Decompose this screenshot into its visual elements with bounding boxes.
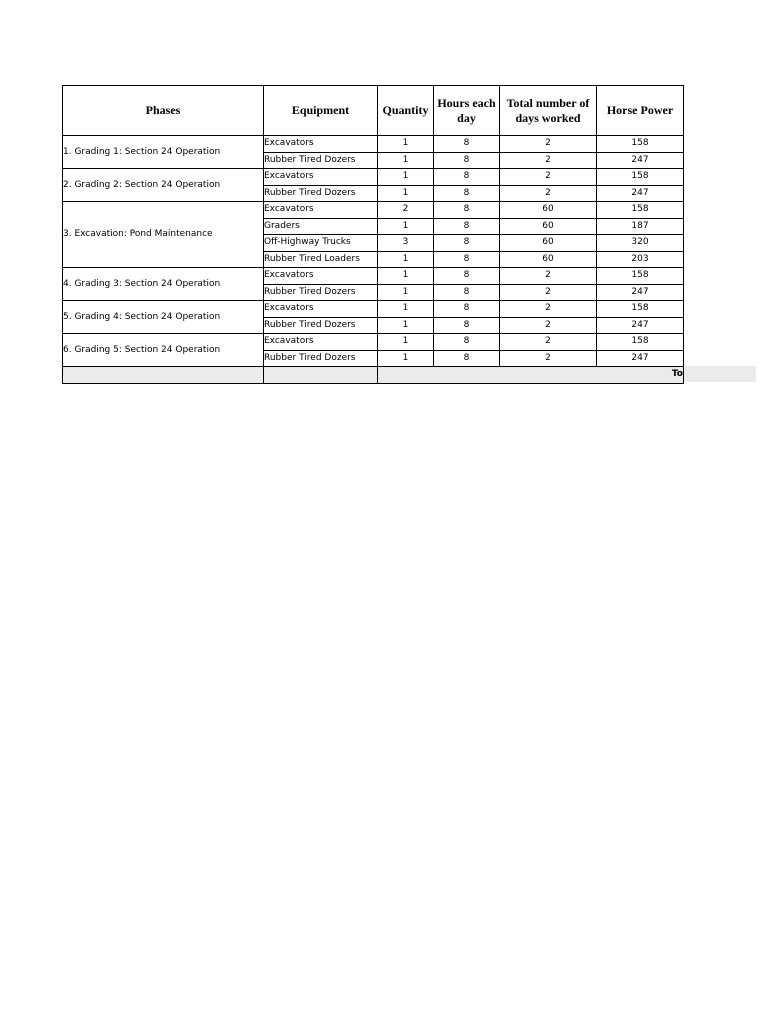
horse-power-cell: 247 bbox=[597, 152, 684, 169]
phase-name: 3. Excavation: Pond Maintenance bbox=[63, 202, 264, 268]
hours-cell: 8 bbox=[434, 169, 500, 186]
hours-cell: 8 bbox=[434, 218, 500, 235]
quantity-cell: 1 bbox=[378, 268, 434, 285]
quantity-cell: 2 bbox=[378, 202, 434, 219]
horse-power-cell: 320 bbox=[597, 235, 684, 252]
hours-cell: 8 bbox=[434, 284, 500, 301]
days-cell: 60 bbox=[500, 218, 597, 235]
hours-cell: 8 bbox=[434, 268, 500, 285]
table-row bbox=[63, 301, 684, 318]
days-cell: 2 bbox=[500, 136, 597, 153]
quantity-cell: 1 bbox=[378, 169, 434, 186]
quantity-cell: 1 bbox=[378, 350, 434, 367]
horse-power-cell: 158 bbox=[597, 268, 684, 285]
phase-name: 2. Grading 2: Section 24 Operation bbox=[63, 169, 264, 202]
total-row-extension bbox=[684, 366, 756, 382]
horse-power-cell: 158 bbox=[597, 136, 684, 153]
equipment-cell: Off-Highway Trucks bbox=[264, 235, 378, 252]
horse-power-cell: 247 bbox=[597, 317, 684, 334]
header-equipment: Equipment bbox=[264, 86, 378, 136]
equipment-cell: Excavators bbox=[264, 301, 378, 318]
phase-name: 4. Grading 3: Section 24 Operation bbox=[63, 268, 264, 301]
equipment-cell: Excavators bbox=[264, 169, 378, 186]
days-cell: 2 bbox=[500, 301, 597, 318]
equipment-cell: Rubber Tired Loaders bbox=[264, 251, 378, 268]
quantity-cell: 3 bbox=[378, 235, 434, 252]
quantity-cell: 1 bbox=[378, 284, 434, 301]
total-cell bbox=[378, 367, 684, 384]
phase-name: 1. Grading 1: Section 24 Operation bbox=[63, 136, 264, 169]
table-row bbox=[63, 169, 684, 186]
quantity-cell: 1 bbox=[378, 317, 434, 334]
days-cell: 60 bbox=[500, 251, 597, 268]
quantity-cell: 1 bbox=[378, 218, 434, 235]
table-body bbox=[63, 136, 684, 384]
days-cell: 2 bbox=[500, 317, 597, 334]
horse-power-cell: 247 bbox=[597, 350, 684, 367]
days-cell: 2 bbox=[500, 334, 597, 351]
hours-cell: 8 bbox=[434, 301, 500, 318]
equipment-cell: Rubber Tired Dozers bbox=[264, 317, 378, 334]
quantity-cell: 1 bbox=[378, 334, 434, 351]
days-cell: 2 bbox=[500, 268, 597, 285]
equipment-cell: Excavators bbox=[264, 136, 378, 153]
days-cell: 60 bbox=[500, 235, 597, 252]
total-label: To bbox=[671, 369, 683, 379]
table-row bbox=[63, 268, 684, 285]
header-total-days-worked: Total number of days worked bbox=[500, 86, 597, 136]
days-cell: 2 bbox=[500, 169, 597, 186]
hours-cell: 8 bbox=[434, 202, 500, 219]
sheet-overflow-mask bbox=[684, 85, 768, 366]
horse-power-cell: 158 bbox=[597, 301, 684, 318]
equipment-cell: Rubber Tired Dozers bbox=[264, 284, 378, 301]
table-row bbox=[63, 334, 684, 351]
total-blank-equipment bbox=[264, 367, 378, 384]
days-cell: 2 bbox=[500, 284, 597, 301]
horse-power-cell: 158 bbox=[597, 169, 684, 186]
days-cell: 2 bbox=[500, 350, 597, 367]
phase-name: 5. Grading 4: Section 24 Operation bbox=[63, 301, 264, 334]
quantity-cell: 1 bbox=[378, 251, 434, 268]
horse-power-cell: 187 bbox=[597, 218, 684, 235]
hours-cell: 8 bbox=[434, 334, 500, 351]
quantity-cell: 1 bbox=[378, 185, 434, 202]
horse-power-cell: 247 bbox=[597, 185, 684, 202]
equipment-cell: Rubber Tired Dozers bbox=[264, 350, 378, 367]
header-hours-each-day: Hours each day bbox=[434, 86, 500, 136]
days-cell: 60 bbox=[500, 202, 597, 219]
total-blank-phase bbox=[63, 367, 264, 384]
equipment-cell: Rubber Tired Dozers bbox=[264, 152, 378, 169]
equipment-table bbox=[62, 85, 684, 384]
horse-power-cell: 158 bbox=[597, 202, 684, 219]
equipment-cell: Graders bbox=[264, 218, 378, 235]
header-quantity: Quantity bbox=[378, 86, 434, 136]
quantity-cell: 1 bbox=[378, 152, 434, 169]
equipment-cell: Excavators bbox=[264, 334, 378, 351]
table-row bbox=[63, 136, 684, 153]
header-horse-power: Horse Power bbox=[597, 86, 684, 136]
days-cell: 2 bbox=[500, 152, 597, 169]
hours-cell: 8 bbox=[434, 136, 500, 153]
hours-cell: 8 bbox=[434, 152, 500, 169]
phase-name: 6. Grading 5: Section 24 Operation bbox=[63, 334, 264, 367]
hours-cell: 8 bbox=[434, 185, 500, 202]
table-row bbox=[63, 202, 684, 219]
equipment-cell: Rubber Tired Dozers bbox=[264, 185, 378, 202]
hours-cell: 8 bbox=[434, 251, 500, 268]
hours-cell: 8 bbox=[434, 235, 500, 252]
horse-power-cell: 247 bbox=[597, 284, 684, 301]
total-row bbox=[63, 367, 684, 384]
equipment-cell: Excavators bbox=[264, 202, 378, 219]
header-phases: Phases bbox=[63, 86, 264, 136]
quantity-cell: 1 bbox=[378, 301, 434, 318]
horse-power-cell: 203 bbox=[597, 251, 684, 268]
quantity-cell: 1 bbox=[378, 136, 434, 153]
days-cell: 2 bbox=[500, 185, 597, 202]
horse-power-cell: 158 bbox=[597, 334, 684, 351]
hours-cell: 8 bbox=[434, 350, 500, 367]
header-row bbox=[63, 86, 684, 136]
hours-cell: 8 bbox=[434, 317, 500, 334]
equipment-cell: Excavators bbox=[264, 268, 378, 285]
